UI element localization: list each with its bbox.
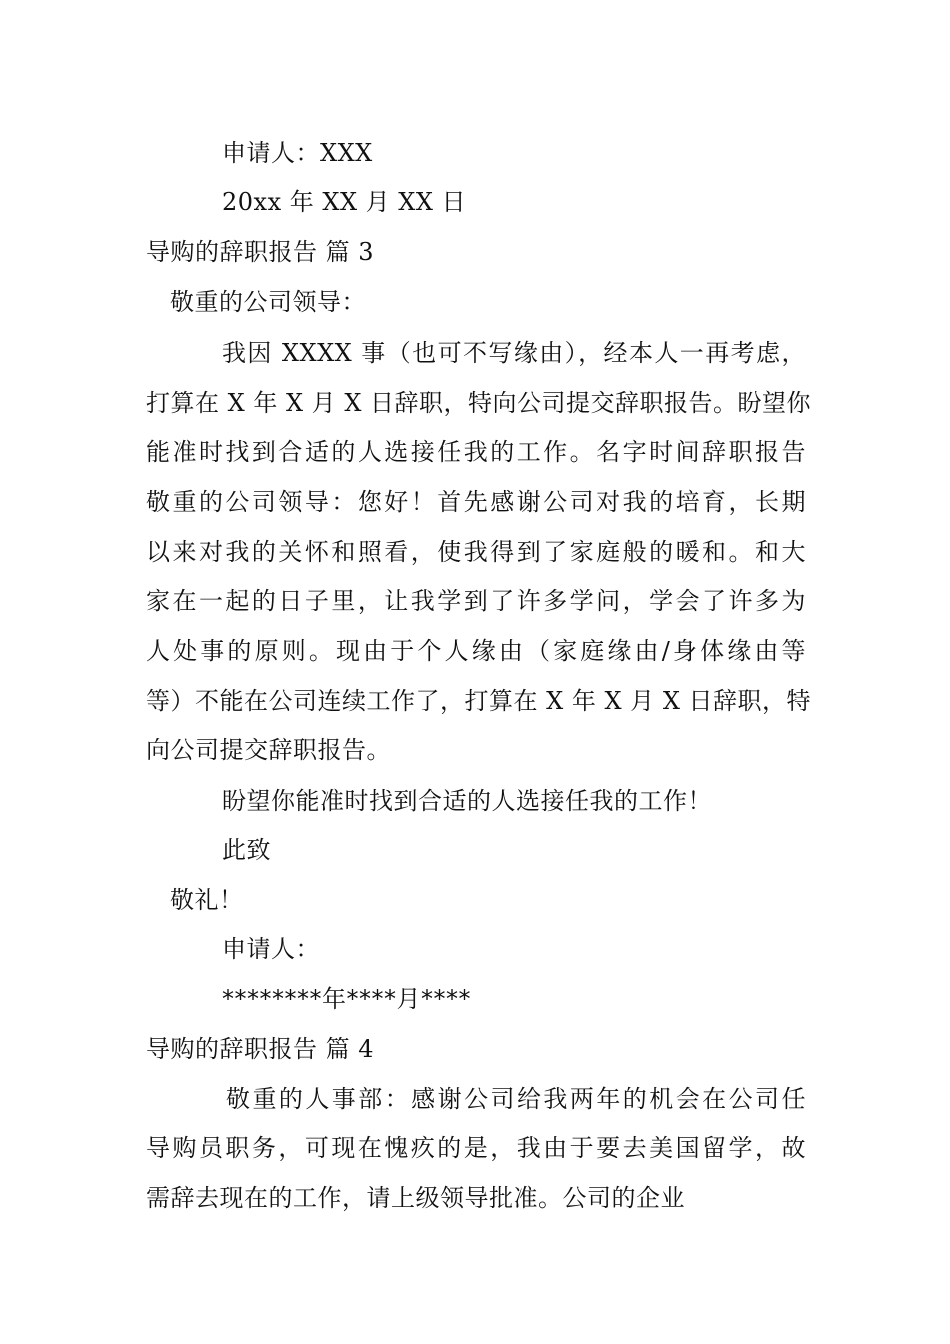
section4-paragraph-line: 敬重的人事部：感谢公司给我两年的机会在公司任: [226, 1085, 806, 1113]
section3-paragraph-line: 敬重的公司领导：您好！首先感谢公司对我的培育，长期: [146, 488, 806, 516]
section3-paragraph-line: 向公司提交辞职报告。: [146, 736, 391, 764]
section4-paragraph-line: 需辞去现在的工作，请上级领导批准。公司的企业: [146, 1184, 685, 1212]
section4-paragraph-line: 导购员职务，可现在愧疚的是，我由于要去美国留学，故: [146, 1134, 806, 1162]
section3-paragraph-line: 能准时找到合适的人选接任我的工作。名字时间辞职报告: [146, 438, 806, 466]
section3-date-line: ********年****月****: [222, 985, 471, 1013]
section3-paragraph-line: 打算在 X 年 X 月 X 日辞职，特向公司提交辞职报告。盼望你: [146, 389, 812, 417]
section3-paragraph-line: 家在一起的日子里，让我学到了许多学问，学会了许多为: [146, 587, 806, 615]
section3-heading: 导购的辞职报告 篇 3: [146, 238, 375, 266]
section3-applicant-line: 申请人：: [222, 935, 320, 963]
section3-closing-cizhi: 此致: [222, 836, 271, 864]
section4-heading: 导购的辞职报告 篇 4: [146, 1035, 375, 1063]
top-date-line: 20xx 年 XX 月 XX 日: [222, 188, 467, 216]
section3-paragraph-line: 等）不能在公司连续工作了，打算在 X 年 X 月 X 日辞职，特: [146, 687, 812, 715]
section3-paragraph-line: 我因 XXXX 事（也可不写缘由），经本人一再考虑，: [222, 339, 806, 367]
section3-paragraph-line: 人处事的原则。现由于个人缘由（家庭缘由/身体缘由等: [146, 637, 806, 665]
section3-salutation: 敬重的公司领导：: [170, 288, 366, 316]
section3-closing-jingli: 敬礼！: [170, 886, 244, 914]
section3-paragraph-line: 以来对我的关怀和照看，使我得到了家庭般的暖和。和大: [146, 538, 806, 566]
section3-hope-line: 盼望你能准时找到合适的人选接任我的工作！: [222, 787, 712, 815]
top-applicant-line: 申请人：XXX: [222, 139, 373, 167]
